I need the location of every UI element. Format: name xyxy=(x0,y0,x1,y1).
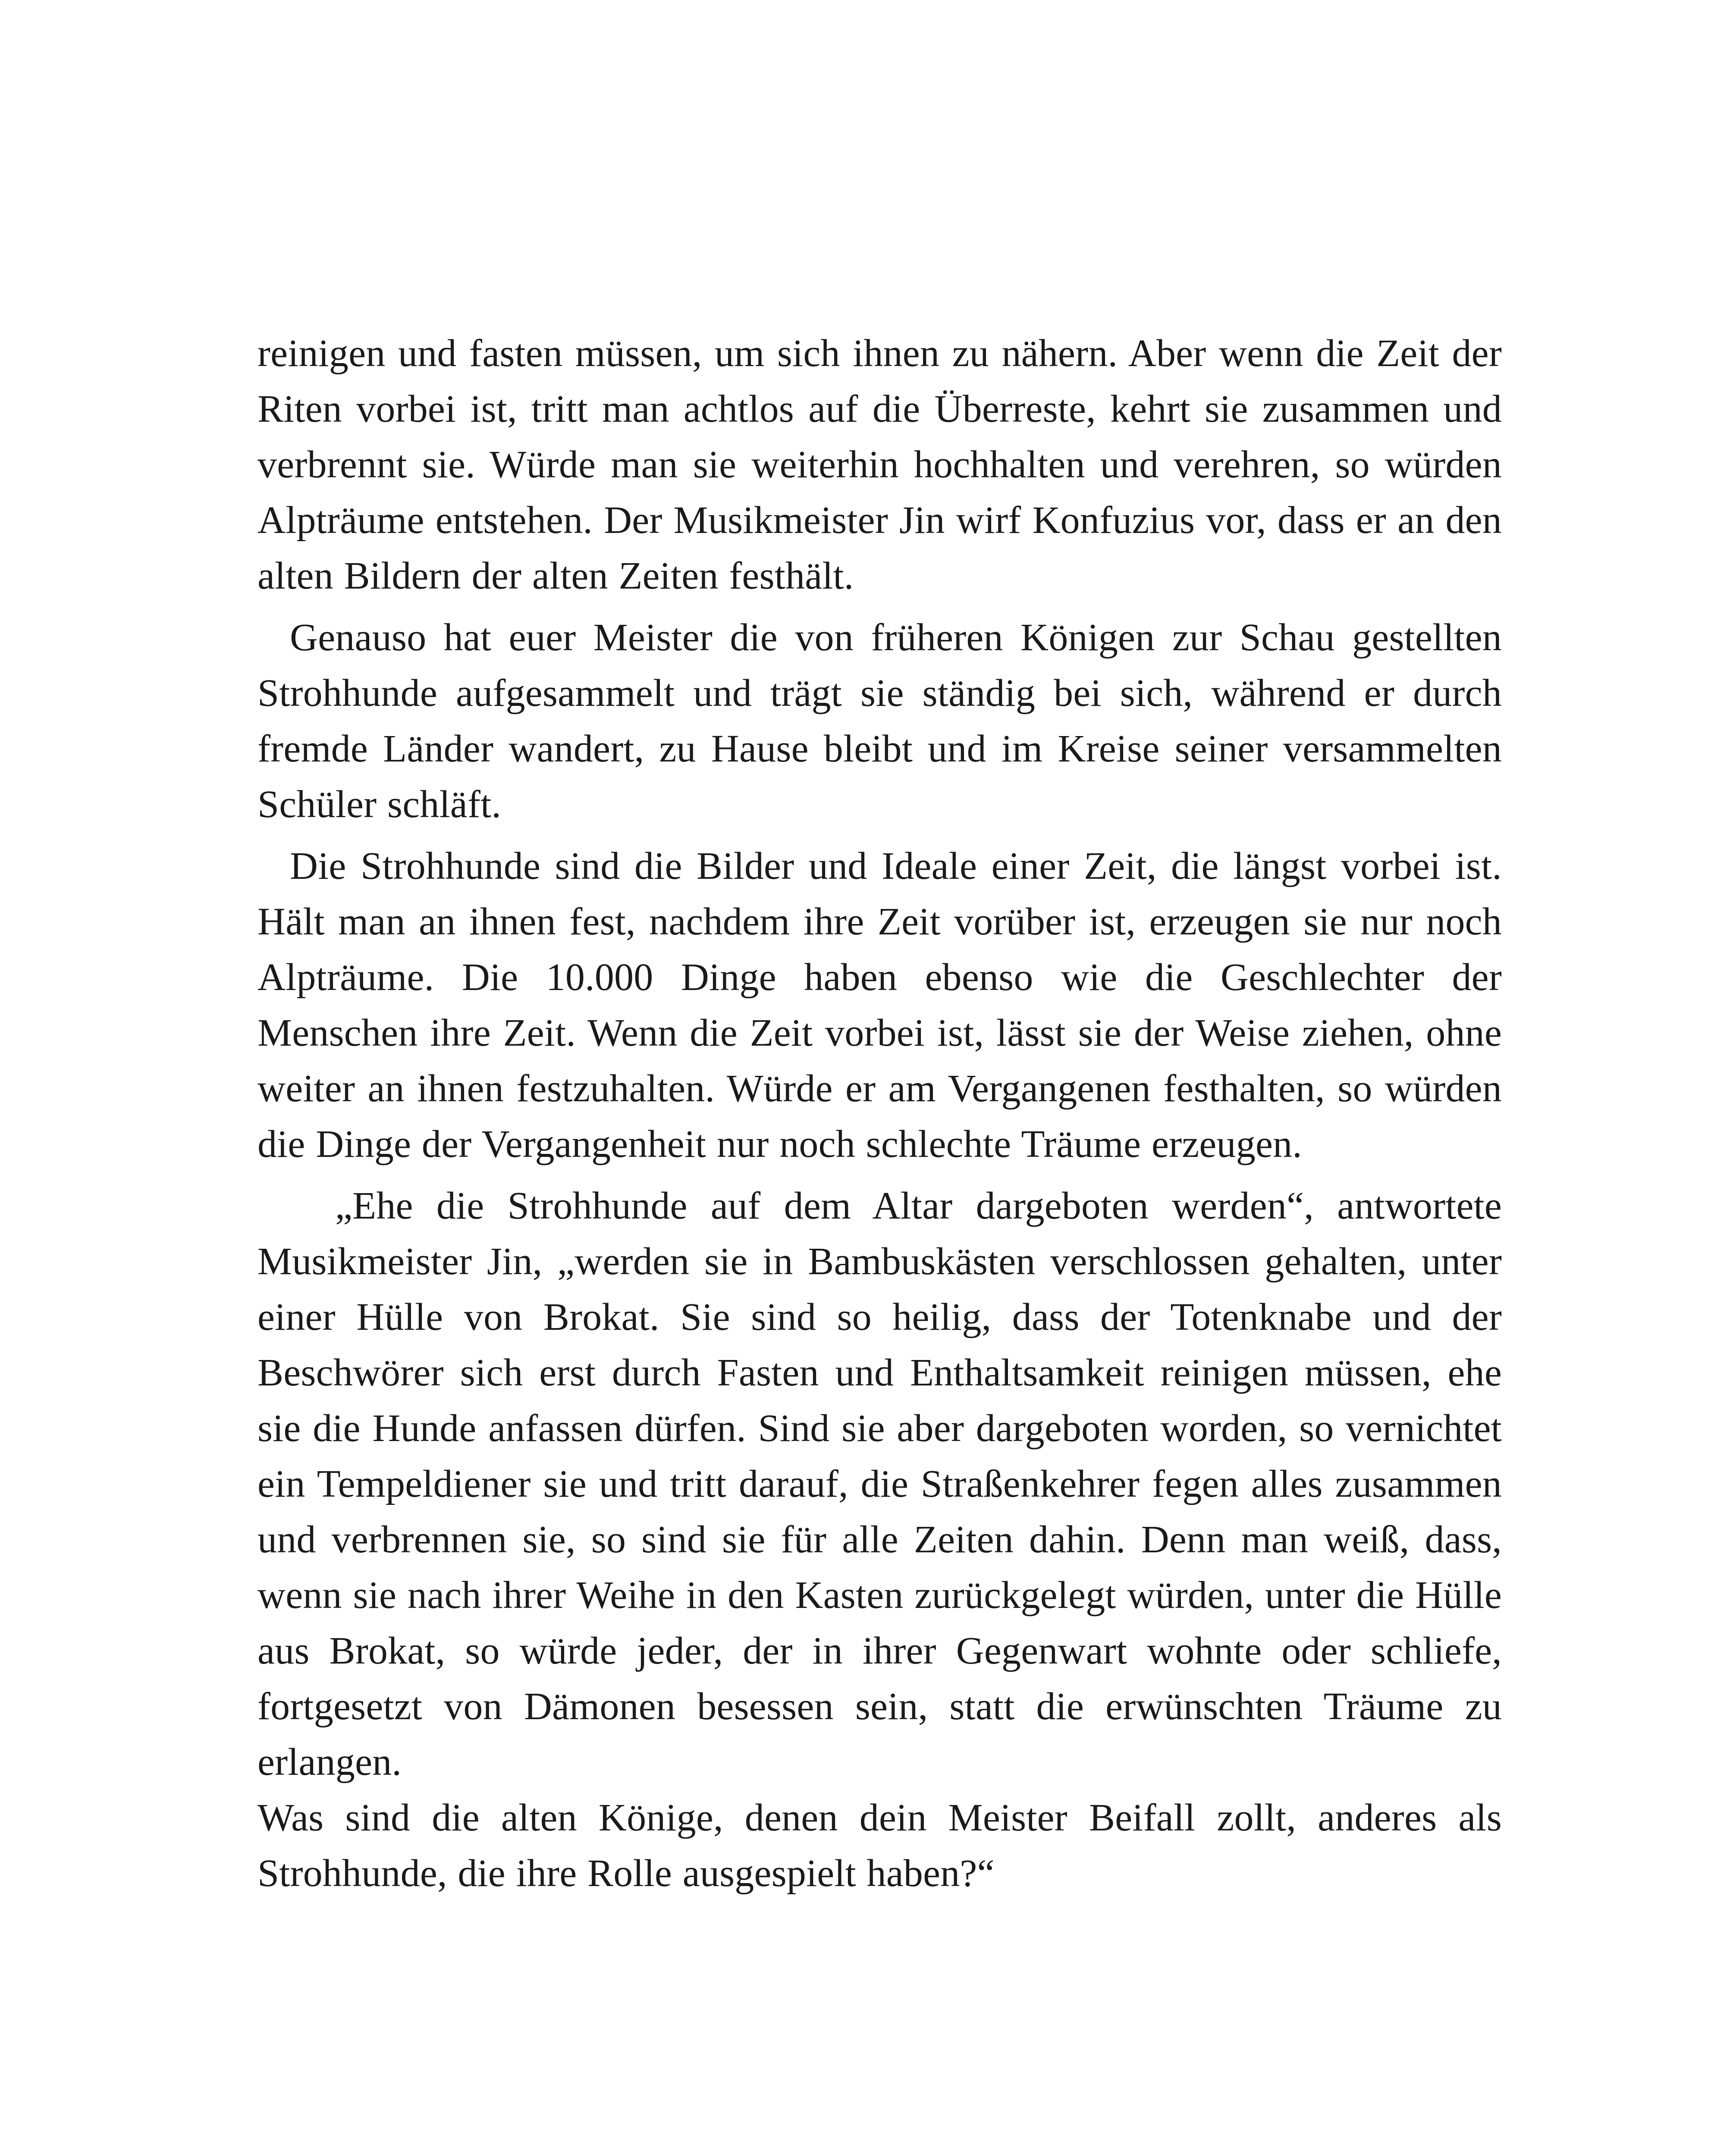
paragraph-3: Die Strohhunde sind die Bilder und Ideale einer Zeit, die längst vorbei ist. Hält man an ihnen fest, nachdem ihre Zeit vorüber ist, erzeugen sie nur noch Alpträume. Die 10.000 Dinge haben ebenso wie die Geschlechter der Menschen ihre Zeit. Wenn die Zeit vorbei ist, lässt sie der Weise ziehen, ohne weiter an ihnen festzuhalten. Würde er am Vergangenen festhalten, so würden die Dinge der Vergangenheit nur noch schlechte Träume erzeugen. xyxy=(257,845,1502,1166)
paragraph-4-quote: „Ehe die Strohhunde auf dem Altar dargeboten werden“, antwortete Musikmeister Jin, „werden sie in Bambuskästen verschlossen gehalten, unter einer Hülle von Brokat. Sie sind so heilig, dass der Totenknabe und der Beschwörer sich erst durch Fasten und Enthaltsamkeit reinigen müssen, ehe sie die Hunde anfassen dürfen. Sind sie aber dargeboten worden, so vernichtet ein Tempeldiener sie und tritt darauf, die Straßenkehrer fegen alles zusammen und verbrennen sie, so sind sie für alle Zeiten dahin. Denn man weiß, dass, wenn sie nach ihrer Weihe in den Kasten zurückgelegt würden, unter die Hülle aus Brokat, so würde jeder, der in ihrer Gegenwart wohnte oder schliefe, fortgesetzt von Dämonen besessen sein, statt die erwünschten Träume zu erlangen. xyxy=(257,1185,1502,1783)
paragraph-5-quote-end: Was sind die alten Könige, denen dein Meister Beifall zollt, anderes als Strohhunde, die ihre Rolle ausgespielt haben?“ xyxy=(257,1796,1502,1895)
paragraph-2: Genauso hat euer Meister die von früheren Königen zur Schau gestellten Strohhunde aufgesammelt und trägt sie ständig bei sich, während er durch fremde Länder wandert, zu Hause bleibt und im Kreise seiner versammelten Schüler schläft. xyxy=(257,616,1502,826)
body-text xyxy=(257,326,1502,1901)
paragraph-1: reinigen und fasten müssen, um sich ihnen zu nähern. Aber wenn die Zeit der Riten vorbei ist, tritt man achtlos auf die Überreste, kehrt sie zusammen und verbrennt sie. Würde man sie weiterhin hochhalten und verehren, so würden Alpträume entstehen. Der Musikmeister Jin wirf Konfuzius vor, dass er an den alten Bildern der alten Zeiten festhält. xyxy=(257,332,1502,597)
